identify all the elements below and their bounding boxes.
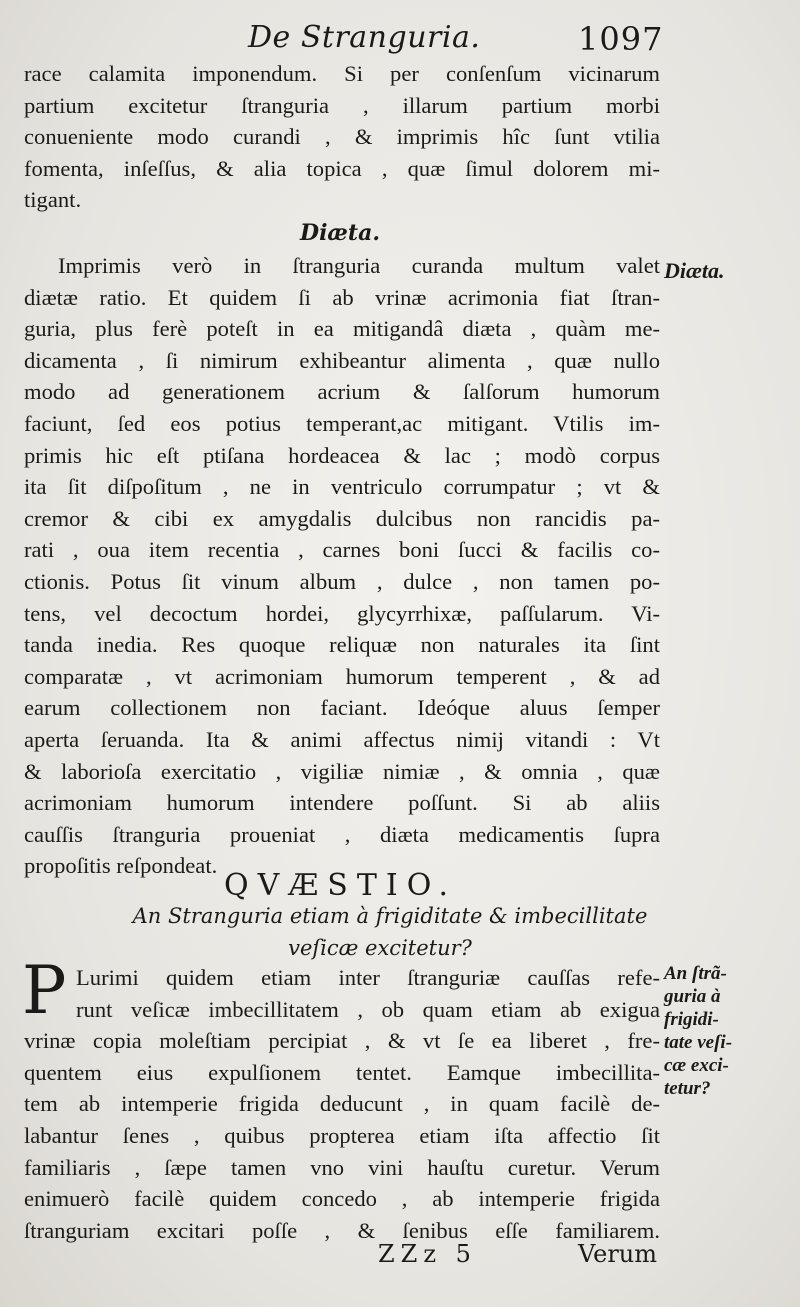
text-line: vrinæ copia moleſtiam percipiat , & vt ſe ea liberet , fre- [24, 1028, 660, 1054]
margin-note-question [664, 962, 794, 1100]
text-line: & laborioſa exercitatio , vigiliæ nimiæ , & omnia , quæ [24, 758, 660, 784]
page-number: 1097 [578, 20, 664, 58]
page-header [0, 14, 800, 60]
paragraph-diata [24, 250, 660, 882]
text-line: Imprimis verò in ſtranguria curanda multum valet [58, 253, 660, 278]
text-line: ctionis. Potus ſit vinum album , dulce , non tamen po- [24, 568, 660, 594]
page-footer [0, 1240, 800, 1280]
margin-note-line: tate veſi- [664, 1032, 733, 1053]
question-line: veſicæ excitetur? [288, 936, 472, 960]
question-line: An Stranguria etiam à frigiditate & imbecillitate [132, 904, 648, 928]
margin-note-line: tetur? [664, 1078, 711, 1099]
text-line: tem ab intemperie frigida deducunt , in quam facilè de- [24, 1091, 660, 1117]
margin-note-line: An ſtrã- [664, 963, 727, 984]
text-line: comparatæ , vt acrimoniam humorum temperent , & ad [24, 663, 660, 689]
text-line: cauſſis ſtranguria proueniat , diæta medicamentis ſupra [24, 821, 660, 847]
text-line: race calamita imponendum. Si per conſenſum vicinarum [24, 61, 660, 86]
text-line: fomenta, inſeſſus, & alia topica , quæ ſimul dolorem mi- [24, 155, 660, 181]
text-line: primis hic eſt ptiſana hordeacea & lac ; modò corpus [24, 442, 660, 468]
text-line: earum collectionem non faciant. Ideóque aluus ſemper [24, 695, 660, 721]
text-line: tens, vel decoctum hordei, glycyrrhixæ, paſſularum. Vi- [24, 600, 660, 626]
text-line: Lurimi quidem etiam inter ſtranguriæ cauſſas refe- [76, 965, 660, 990]
text-line: tanda inedia. Res quoque reliquæ non naturales ita ſint [24, 632, 660, 658]
text-line: propoſitis reſpondeat. [24, 853, 218, 879]
running-title: De Stranguria. [248, 20, 481, 55]
text-line: ſtranguriam excitari poſſe , & ſenibus eſſe familiarem. [24, 1217, 660, 1243]
text-line: runt veſicæ imbecillitatem , ob quam etiam ab exigua [76, 996, 660, 1022]
margin-note-diata: Diæta. [664, 258, 725, 283]
text-line: rati , oua item recentia , carnes boni ſucci & facilis co- [24, 537, 660, 563]
text-line: tigant. [24, 187, 82, 213]
margin-note-line: guria à [664, 986, 721, 1007]
paragraph-continued [24, 58, 660, 216]
text-line: modo ad generationem acrium & ſalſorum humorum [24, 379, 660, 405]
text-line: conueniente modo curandi , & imprimis hîc ſunt vtilia [24, 124, 660, 150]
text-line: quentem eius expulſionem tentet. Eamque imbecillita- [24, 1059, 660, 1085]
text-line: diætæ ratio. Et quidem ſi ab vrinæ acrimonia fiat ſtran- [24, 284, 660, 310]
catchword: Verum [578, 1240, 658, 1268]
text-line: ita ſit diſpoſitum , ne in ventriculo corrumpatur ; vt & [24, 474, 660, 500]
paragraph-quaestio [24, 962, 660, 1246]
text-line: aperta ſeruanda. Ita & animi affectus nimij vitandi : Vt [24, 726, 660, 752]
text-line: dicamenta , ſi nimirum exhibeantur alimenta , quæ nullo [24, 347, 660, 373]
signature-mark: ZZz 5 [378, 1240, 477, 1268]
text-line: faciunt, ſed eos potius temperant,ac mitigant. Vtilis im- [24, 410, 660, 436]
text-line: familiaris , ſæpe tamen vno vini hauſtu curetur. Verum [24, 1154, 660, 1180]
quaestio-heading: QVÆSTIO. [224, 868, 458, 903]
margin-note-line: frigidi- [664, 1009, 719, 1030]
text-line: labantur ſenes , quibus propterea etiam iſta affectio ſit [24, 1122, 660, 1148]
text-line: enimuerò facilè quidem concedo , ab intemperie frigida [24, 1186, 660, 1212]
drop-cap: P [22, 952, 67, 1029]
text-line: guria, plus ferè poteſt in ea mitigandâ diæta , quàm me- [24, 316, 660, 342]
section-heading: Diæta. [300, 220, 381, 246]
text-line: acrimoniam humorum intendere poſſunt. Si ab aliis [24, 790, 660, 816]
margin-note-line: cæ exci- [664, 1055, 729, 1076]
text-line: cremor & cibi ex amygdalis dulcibus non rancidis pa- [24, 505, 660, 531]
text-line: partium excitetur ſtranguria , illarum partium morbi [24, 92, 660, 118]
